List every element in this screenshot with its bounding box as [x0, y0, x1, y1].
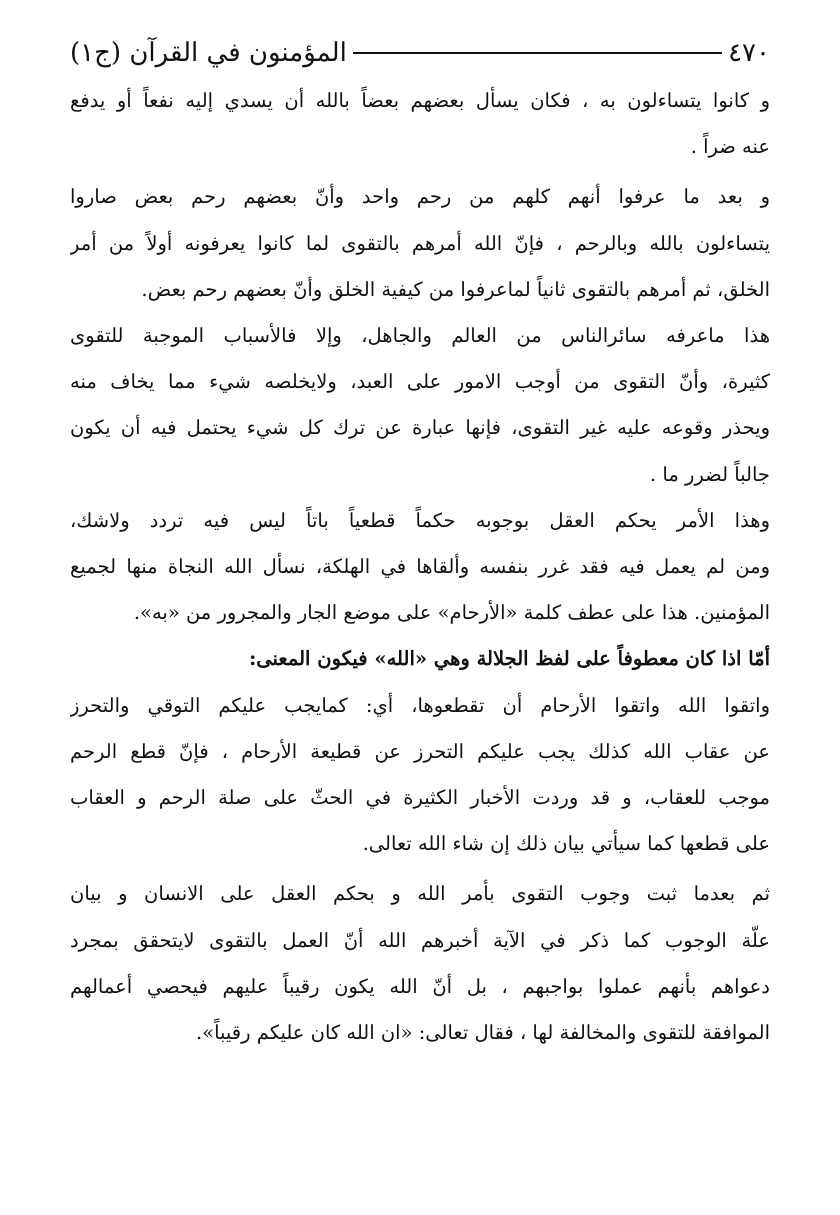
text-line: المؤمنين. هذا على عطف كلمة «الأرحام» على موضع الجار والمجرور من «به». [133, 601, 770, 625]
text-line: و كانوا يتساءلون به ، فكان يسأل بعضهم بعضاً بالله أن يسدي إليه نفعاً أو يدفع [70, 89, 770, 112]
text-line: ومن لم يعمل فيه فقد غرر بنفسه وألقاها في الهلكة، نسأل الله النجاة منها لجميع [70, 555, 770, 579]
text-line: واتقوا الله واتقوا الأرحام أن تقطعوها، أي: كمايجب عليكم التوقي والتحرز [70, 693, 770, 717]
paragraph [70, 498, 770, 637]
text-line: موجب للعقاب، و قد وردت الأخبار الكثيرة في الحثّ على صلة الرحم و العقاب [70, 786, 770, 810]
page-header [70, 28, 770, 78]
text-line: دعواهم بأنهم عملوا بواجبهم ، بل أنّ الله يكون رقيباً عليهم فيحصي أعمالهم [70, 974, 770, 998]
text-line: عنه ضراً . [690, 135, 770, 159]
text-line: وهذا الأمر يحكم العقل بوجوبه حكماً قطعياً باتاً ليس فيه تردد ولاشك، [70, 508, 770, 532]
text-line: أمّا اذا كان معطوفاً على لفظ الجلالة وهي «الله» فيكون المعنى: [249, 647, 770, 671]
text-line: عن عقاب الله كذلك يجب عليكم التحرز عن قطيعة الأرحام ، فإنّ قطع الرحم [70, 739, 770, 763]
text-line: على قطعها كما سيأتي بيان ذلك إن شاء الله تعالى. [362, 832, 770, 856]
page-number: ٤٧٠ [728, 38, 770, 68]
running-title: المؤمنون في القرآن (ج١) [70, 38, 347, 68]
text-line: يتساءلون بالله وبالرحم ، فإنّ الله أمرهم بالتقوى لما كانوا يعرفونه أولاً من أمر [70, 231, 770, 255]
book-page [70, 28, 770, 1198]
text-line: علّة الوجوب كما ذكر في الآية أخبرهم الله أنّ العمل بالتقوى لايتحقق بمجرد [70, 928, 770, 952]
paragraph [70, 313, 770, 498]
paragraph [70, 683, 770, 868]
paragraph [70, 636, 770, 682]
text-line: كثيرة، وأنّ التقوى من أوجب الامور على العبد، ولايخلصه شيء مما يخاف منه [70, 370, 770, 394]
text-line: هذا ماعرفه سائرالناس من العالم والجاهل، وإلا فالأسباب الموجبة للتقوى [70, 324, 770, 348]
text-line: الموافقة للتقوى والمخالفة لها ، فقال تعالى: «ان الله كان عليكم رقيباً». [195, 1021, 770, 1045]
text-line: الخلق، ثم أمرهم بالتقوى ثانياً لماعرفوا من كيفية الخلق وأنّ بعضهم رحم بعض. [141, 277, 770, 301]
text-line: جالباً لضرر ما . [650, 462, 770, 486]
paragraph [70, 871, 770, 1056]
header-rule [353, 52, 722, 54]
text-line: و بعد ما عرفوا أنهم كلهم من رحم واحد وأنّ بعضهم رحم بعض صاروا [70, 185, 770, 209]
text-line: ويحذر وقوعه عليه غير التقوى، فإنها عبارة عن ترك كل شيء يحتمل فيه أن يكون [70, 416, 770, 440]
paragraph [70, 78, 770, 170]
paragraph [70, 174, 770, 313]
text-line: ثم بعدما ثبت وجوب التقوى بأمر الله و بحكم العقل على الانسان و بيان [70, 882, 770, 906]
